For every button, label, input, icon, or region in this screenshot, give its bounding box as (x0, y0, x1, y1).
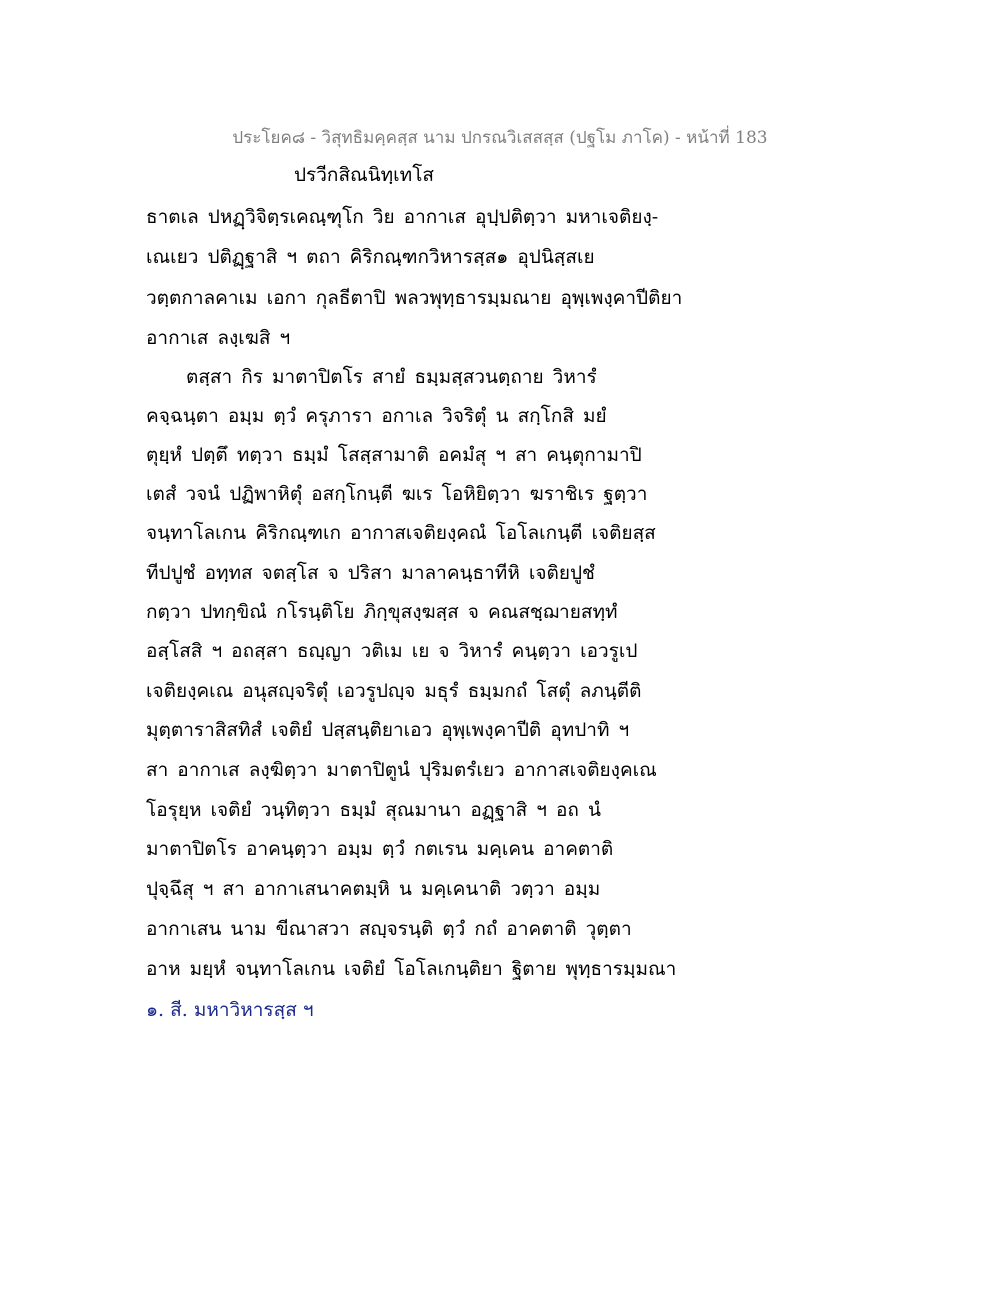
body-line-17: มาตาปิตโร อาคนฺตฺวา อมฺม ตฺวํ กตเรน มคฺเคน อาคตาติ (146, 838, 614, 860)
running-header: ประโยค๘ - วิสุทธิมคฺคสฺส นาม ปกรณวิเสสสฺส (ปฐโม ภาโค) - หน้าที่ 183 (232, 128, 768, 148)
body-line-19: อากาเสน นาม ขีณาสวา สญฺจรนฺติ ตฺวํ กถํ อาคตาติ วุตฺตา (146, 918, 632, 940)
footnote: ๑. สี. มหาวิหารสฺส ฯ (146, 999, 314, 1021)
body-line-2: เณเยว ปติฏฺฐาสิ ฯ ตถา คิริกณฺฑกวิหารสฺส๑ อุปนิสฺสเย (146, 246, 595, 268)
body-line-14: มุตฺตาราสิสทิสํ เจติยํ ปสฺสนฺติยาเอว อุพฺเพงฺคาปีติ อุทปาทิ ฯ (146, 719, 630, 741)
body-line-10: ทีปปูชํ อทฺทส จตสฺโส จ ปริสา มาลาคนฺธาทีหิ เจติยปูชํ (146, 562, 595, 584)
body-line-7: ตุยฺหํ ปตฺตึ ทตฺวา ธมฺมํ โสสฺสามาติ อคมํสุ ฯ สา คนฺตุกามาปิ (146, 444, 642, 466)
body-line-18: ปุจฺฉึสุ ฯ สา อากาเสนาคตมฺหิ น มคฺเคนาติ วตฺวา อมฺม (146, 878, 601, 900)
body-line-1: ธาตเล ปหฏฺวิจิตฺรเคณฺฑุโก วิย อากาเส อุปฺปติตฺวา มหาเจติยงฺ- (146, 206, 659, 228)
body-line-12: อสฺโสสิ ฯ อถสฺสา ธญฺญา วติเม เย จ วิหารํ คนฺตฺวา เอวรูเป (146, 640, 638, 662)
body-line-3: วตฺตกาลคาเม เอกา กุลธีตาปิ พลวพุทฺธารมฺมณาย อุพฺเพงฺคาปีติยา (146, 287, 683, 309)
body-line-8: เตสํ วจนํ ปฏิพาหิตุํ อสกฺโกนฺตี ฆเร โอหิยิตฺวา ฆราชิเร ฐตฺวา (146, 483, 648, 505)
body-line-16: โอรุยฺห เจติยํ วนฺทิตฺวา ธมฺมํ สุณมานา อฏฺฐาสิ ฯ อถ นํ (146, 799, 601, 821)
body-line-9: จนฺทาโลเกน คิริกณฺฑเก อากาสเจติยงฺคณํ โอโลเกนฺตี เจติยสฺส (146, 522, 656, 544)
body-line-6: คจฺฉนฺตา อมฺม ตฺวํ ครุภารา อกาเล วิจริตุํ น สกฺโกสิ มยํ (146, 405, 607, 427)
body-line-4: อากาเส ลงฺเฆสิ ฯ (146, 327, 291, 349)
body-line-15: สา อากาเส ลงฺฆิตฺวา มาตาปิตูนํ ปุริมตรํเยว อากาสเจติยงฺคเณ (146, 759, 657, 781)
body-line-13: เจติยงฺคเณ อนุสญฺจริตุํ เอวรูปญฺจ มธุรํ ธมฺมกถํ โสตุํ ลภนฺตีติ (146, 680, 642, 702)
body-line-20: อาห มยฺหํ จนฺทาโลเกน เจติยํ โอโลเกนฺติยา ฐิตาย พุทฺธารมฺมณา (146, 958, 677, 980)
body-line-5: ตสฺสา กิร มาตาปิตโร สายํ ธมฺมสฺสวนตฺถาย วิหารํ (186, 366, 597, 388)
body-line-11: กตฺวา ปทกฺขิณํ กโรนฺติโย ภิกฺขุสงฺฆสฺส จ คณสชฺฌายสทฺทํ (146, 601, 618, 623)
section-heading: ปรวีกสิณนิทฺเทโส (294, 164, 434, 186)
